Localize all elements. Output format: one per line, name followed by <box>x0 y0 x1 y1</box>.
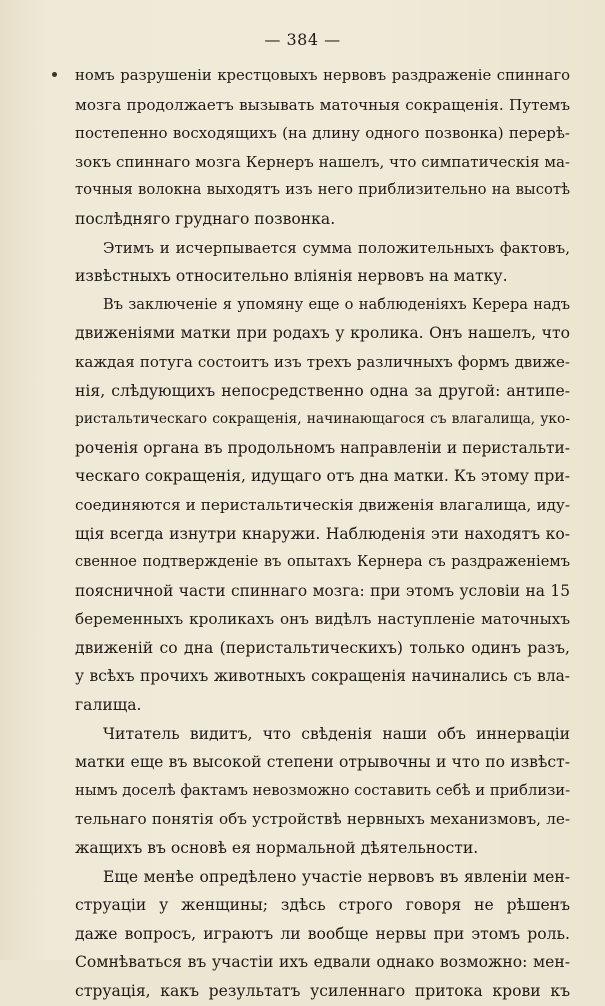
text-line: матки еще въ высокой степени отрывочны и что по извѣст- <box>75 753 570 772</box>
margin-ink-mark <box>52 72 57 77</box>
text-line: Читатель видитъ, что свѣденія наши объ иннерваціи <box>103 724 570 743</box>
text-line: ристальтическаго сокращенія, начинающагося съ влагалища, уко- <box>75 411 570 428</box>
text-line: свенное подтвержденіе въ опытахъ Кернера съ раздраженіемъ <box>75 553 570 571</box>
text-line: щія всегда изнутри кнаружи. Наблюденія эти находятъ ко- <box>75 524 570 543</box>
text-line: ческаго сокращенія, идущаго отъ дна матки. Къ этому при- <box>75 467 570 486</box>
text-line: роченія органа въ продольномъ направленіи и перистальти- <box>75 438 570 457</box>
text-line: мозга продолжаетъ вызывать маточныя сокращенія. Путемъ <box>75 95 570 114</box>
page-number: — 384 — <box>264 30 341 49</box>
text-line: соединяются и перистальтическія движенія влагалища, иду- <box>75 495 570 514</box>
body-text <box>75 62 570 1006</box>
text-line: жащихъ въ основѣ ея нормальной дѣятельности. <box>75 839 479 858</box>
text-line: тельнаго понятія объ устройствѣ нервныхъ механизмовъ, ле- <box>75 810 570 829</box>
text-line: струація, какъ результатъ усиленнаго притока крови къ <box>75 982 570 1000</box>
text-line: Сомнѣваться въ участіи ихъ едвали однако возможно: мен- <box>75 953 570 972</box>
text-line: извѣстныхъ относительно вліянія нервовъ на матку. <box>75 267 508 286</box>
text-line: послѣдняго груднаго позвонка. <box>75 209 336 228</box>
text-line: каждая потуга состоитъ изъ трехъ различныхъ формъ движе- <box>75 352 570 371</box>
text-line: поясничной части спиннаго мозга: при этомъ условіи на 15 <box>75 581 570 600</box>
text-line: нымъ доселѣ фактамъ невозможно составить себѣ и приблизи- <box>75 781 570 799</box>
text-line: движеній со дна (перистальтическихъ) только одинъ разъ, <box>75 638 570 657</box>
text-line: струаціи у женщины; здѣсь строго говоря не рѣшенъ <box>75 896 570 915</box>
text-line: Въ заключеніе я упомяну еще о наблюденіяхъ Керера надъ <box>103 295 570 313</box>
text-line: точныя волокна выходятъ изъ него приблизительно на высотѣ <box>75 181 570 199</box>
text-line: галища. <box>75 696 142 715</box>
text-line: зокъ спиннаго мозга Кернеръ нашелъ, что симпатическія ма- <box>75 152 570 171</box>
text-line: беременныхъ кроликахъ онъ видѣлъ наступленіе маточныхъ <box>75 610 570 629</box>
text-line: номъ разрушеніи крестцовыхъ нервовъ раздраженіе спиннаго <box>75 67 570 84</box>
text-line: Этимъ и исчерпывается сумма положительныхъ фактовъ, <box>103 238 570 257</box>
text-line: постепенно восходящихъ (на длину одного позвонка) перерѣ- <box>75 124 570 143</box>
text-line: даже вопросъ, играютъ ли вообще нервы при этомъ роль. <box>75 924 570 943</box>
text-line: нія, слѣдующихъ непосредственно одна за другой: антипе- <box>75 381 570 400</box>
text-line: движеніями матки при родахъ у кролика. Онъ нашелъ, что <box>75 324 570 343</box>
text-line: у всѣхъ прочихъ животныхъ сокращенія начинались съ вла- <box>75 667 570 686</box>
text-line: Еще менѣе опредѣлено участіе нервовъ въ явленіи мен- <box>103 867 570 886</box>
